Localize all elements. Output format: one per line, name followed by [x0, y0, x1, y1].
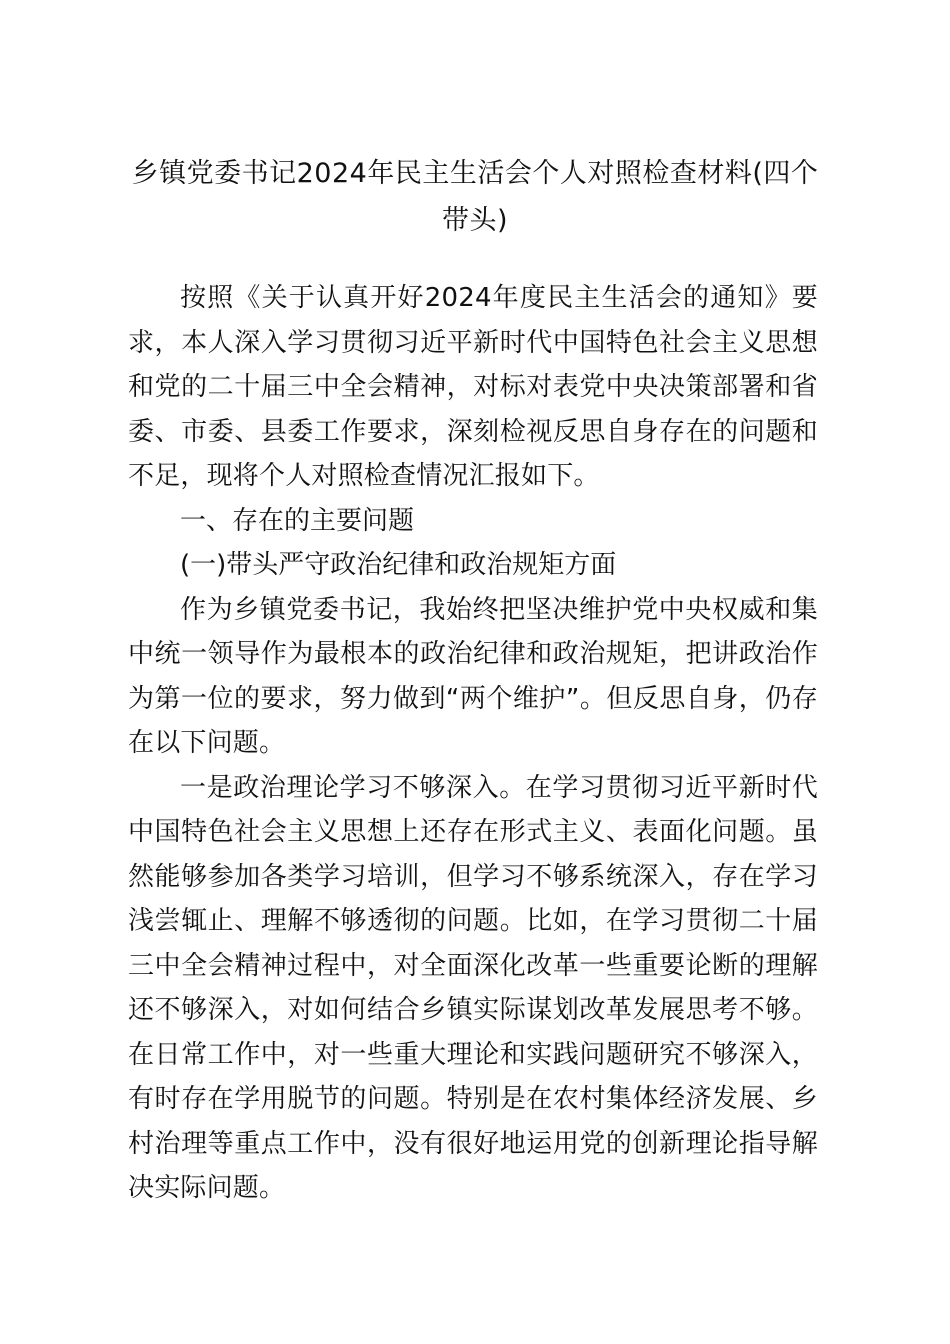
body-paragraph: 作为乡镇党委书记，我始终把坚决维护党中央权威和集中统一领导作为最根本的政治纪律和政治规矩，把讲政治作为第一位的要求，努力做到“两个维护”。但反思自身，仍存在以下问题。: [128, 594, 818, 758]
document-title: 乡镇党委书记2024年民主生活会个人对照检查材料(四个带头): [131, 158, 819, 236]
subsection-heading: (一)带头严守政治纪律和政治规矩方面: [180, 550, 617, 580]
intro-paragraph: 按照《关于认真开好2024年度民主生活会的通知》要求，本人深入学习贯彻习近平新时代中国特色社会主义思想和党的二十届三中全会精神，对标对表党中央决策部署和省委、市委、县委工作要求，深刻检视反思自身存在的问题和不足，现将个人对照检查情况汇报如下。: [128, 283, 818, 491]
section-heading: 一、存在的主要问题: [180, 505, 415, 536]
body-paragraph: 一是政治理论学习不够深入。在学习贯彻习近平新时代中国特色社会主义思想上还存在形式主义、表面化问题。虽然能够参加各类学习培训，但学习不够系统深入，存在学习浅尝辄止、理解不够透彻的问题。比如，在学习贯彻二十届三中全会精神过程中，对全面深化改革一些重要论断的理解还不够深入，对如何结合乡镇实际谋划改革发展思考不够。在日常工作中，对一些重大理论和实践问题研究不够深入，有时存在学用脱节的问题。特别是在农村集体经济发展、乡村治理等重点工作中，没有很好地运用党的创新理论指导解决实际问题。: [128, 772, 818, 1203]
document-body: [128, 276, 818, 1211]
